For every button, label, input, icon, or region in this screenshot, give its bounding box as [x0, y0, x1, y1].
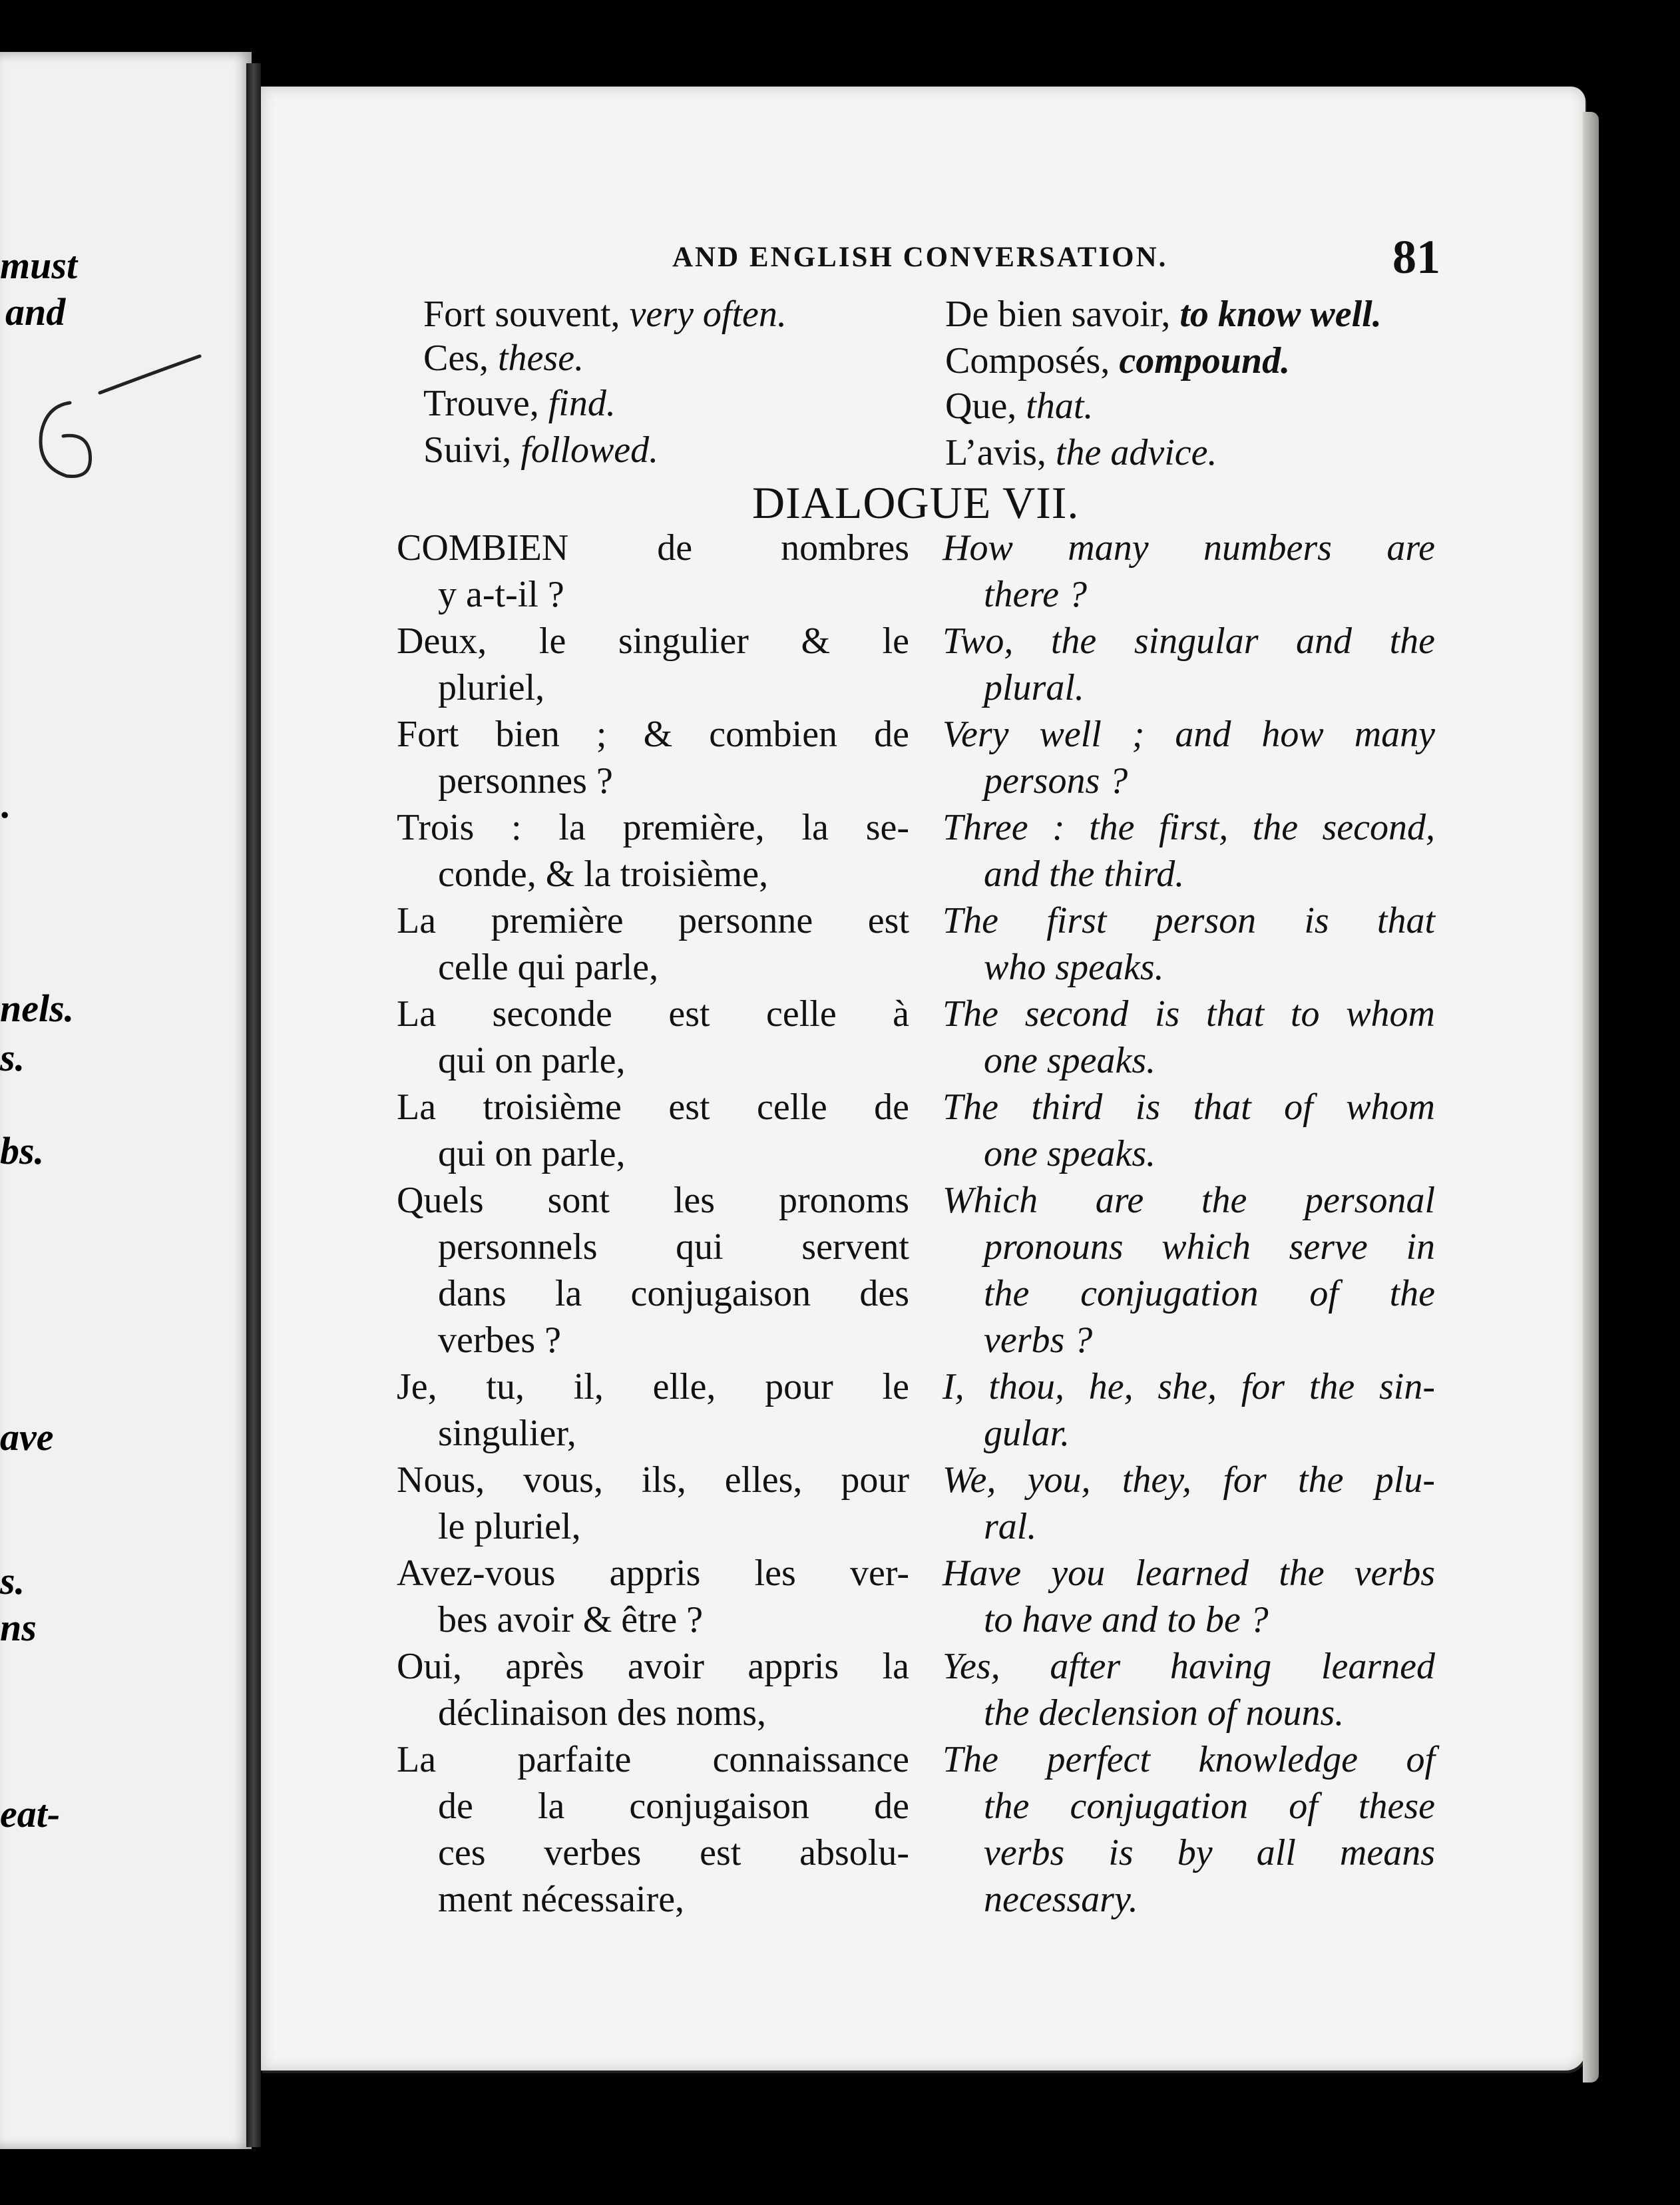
text-line: Avez-vous appris les ver- [397, 1553, 909, 1594]
english-text [943, 991, 1435, 1084]
text-line: COMBIEN de nombres [397, 527, 909, 569]
vocab-english: very often. [629, 294, 787, 335]
text-line: to have and to be ? [984, 1599, 1269, 1640]
text-line: Nous, vous, ils, elles, pour [397, 1459, 909, 1501]
text-line: How many numbers are [943, 527, 1435, 569]
french-text [397, 1457, 909, 1550]
vocab-french: Que, [945, 385, 1017, 427]
text-line: qui on parle, [438, 1040, 626, 1081]
english-text [943, 804, 1435, 897]
vocab-french: Suivi, [423, 429, 512, 471]
text-line: ment nécessaire, [438, 1879, 685, 1920]
text-line: bes avoir & être ? [438, 1599, 704, 1640]
text-line: there ? [984, 574, 1087, 615]
text-line: plural. [984, 667, 1084, 708]
text-line: The perfect knowledge of [943, 1739, 1435, 1780]
text-line: pronouns which serve in [984, 1226, 1435, 1268]
left-fragment: and [5, 290, 66, 334]
dialogue-title: DIALOGUE VII. [752, 477, 1080, 528]
english-text [943, 711, 1435, 804]
text-line: the conjugation of these [984, 1786, 1435, 1827]
text-line: The third is that of whom [943, 1087, 1435, 1128]
vocab-entry [423, 382, 616, 425]
text-line: verbs is by all means [984, 1832, 1435, 1873]
english-text [943, 618, 1435, 711]
text-line: Two, the singular and the [943, 620, 1435, 662]
english-text [943, 1736, 1435, 1923]
english-text [943, 1550, 1435, 1643]
vocab-french: L’avis, [945, 432, 1046, 473]
text-line: pluriel, [438, 667, 545, 708]
text-line: le pluriel, [438, 1506, 581, 1547]
text-line: one speaks. [984, 1133, 1156, 1174]
text-line: persons ? [984, 760, 1128, 802]
left-fragment: eat- [0, 1792, 61, 1836]
english-text [943, 1457, 1435, 1550]
text-line: Have you learned the verbs [943, 1553, 1435, 1594]
vocab-french: Fort souvent, [423, 294, 620, 335]
french-text [397, 1177, 909, 1363]
left-fragment: ns [0, 1606, 37, 1649]
text-line: déclinaison des noms, [438, 1692, 767, 1734]
left-fragment: ave [0, 1415, 54, 1459]
text-line: verbes ? [438, 1320, 562, 1361]
french-text [397, 1736, 909, 1923]
text-line: Which are the personal [943, 1180, 1435, 1221]
text-line: necessary. [984, 1879, 1138, 1920]
english-text [943, 525, 1435, 618]
text-line: gular. [984, 1413, 1070, 1454]
vocab-english: the advice. [1055, 432, 1217, 473]
vocab-entry [945, 340, 1290, 382]
english-text [943, 1363, 1435, 1457]
text-line: Oui, après avoir appris la [397, 1646, 909, 1687]
text-line: qui on parle, [438, 1133, 626, 1174]
french-text [397, 1550, 909, 1643]
vocab-entry [423, 337, 584, 379]
vocab-entry [945, 293, 1382, 336]
text-line: y a-t-il ? [438, 574, 564, 615]
vocab-english: to know well. [1179, 294, 1382, 335]
vocab-entry [423, 429, 658, 471]
text-line: We, you, they, for the plu- [943, 1459, 1435, 1501]
vocab-english: these. [498, 338, 584, 379]
text-line: celle qui parle, [438, 947, 659, 988]
text-line: singulier, [438, 1413, 576, 1454]
running-head: AND ENGLISH CONVERSATION. [672, 242, 1168, 273]
english-text [943, 897, 1435, 991]
french-text [397, 804, 909, 897]
vocab-english: compound. [1119, 340, 1291, 381]
vocab-english: that. [1026, 385, 1094, 427]
text-line: ral. [984, 1506, 1037, 1547]
french-text [397, 1643, 909, 1736]
text-line: La troisième est celle de [397, 1087, 909, 1128]
text-line: personnels qui servent [438, 1226, 909, 1268]
english-text [943, 1084, 1435, 1177]
text-line: de la conjugaison de [438, 1786, 909, 1827]
text-line: and the third. [984, 854, 1185, 895]
text-line: I, thou, he, she, for the sin- [943, 1366, 1435, 1407]
french-text [397, 525, 909, 618]
left-fragment: s. [0, 1559, 25, 1602]
vocab-entry [945, 431, 1217, 474]
text-line: verbs ? [984, 1320, 1093, 1361]
french-text [397, 711, 909, 804]
vocab-entry [423, 293, 787, 336]
text-line: Fort bien ; & combien de [397, 714, 909, 755]
french-text [397, 618, 909, 711]
vocab-entry [945, 385, 1093, 427]
page-number: 81 [1392, 230, 1440, 284]
text-line: personnes ? [438, 760, 613, 802]
vocab-french: De bien savoir, [945, 294, 1171, 335]
english-text [943, 1177, 1435, 1363]
vocab-english: followed. [521, 429, 659, 471]
text-line: Three : the first, the second, [943, 807, 1435, 848]
text-line: La seconde est celle à [397, 993, 909, 1035]
vocab-french: Trouve, [423, 383, 539, 424]
english-text [943, 1643, 1435, 1736]
left-fragment: bs. [0, 1129, 45, 1172]
french-text [397, 897, 909, 991]
left-fragment: . [1, 783, 11, 826]
vocab-french: Composés, [945, 340, 1110, 381]
text-line: The second is that to whom [943, 993, 1435, 1035]
text-line: La première personne est [397, 900, 909, 941]
left-fragment: s. [0, 1036, 25, 1079]
text-line: one speaks. [984, 1040, 1156, 1081]
text-line: dans la conjugaison des [438, 1273, 909, 1314]
french-text [397, 1363, 909, 1457]
text-line: La parfaite connaissance [397, 1739, 909, 1780]
pencil-scribble [0, 0, 253, 506]
text-line: who speaks. [984, 947, 1164, 988]
vocab-french: Ces, [423, 338, 489, 379]
text-line: the declension of nouns. [984, 1692, 1345, 1734]
text-line: The first person is that [943, 900, 1435, 941]
left-fragment: must [0, 244, 78, 287]
text-line: Quels sont les pronoms [397, 1180, 909, 1221]
text-line: Yes, after having learned [943, 1646, 1435, 1687]
french-text [397, 991, 909, 1084]
text-line: Je, tu, il, elle, pour le [397, 1366, 909, 1407]
vocab-english: find. [548, 383, 616, 424]
text-line: Deux, le singulier & le [397, 620, 909, 662]
text-line: the conjugation of the [984, 1273, 1435, 1314]
text-line: Trois : la première, la se- [397, 807, 909, 848]
page-edge [1583, 112, 1599, 2082]
left-fragment: nels. [0, 987, 75, 1030]
text-line: conde, & la troisième, [438, 854, 769, 895]
french-text [397, 1084, 909, 1177]
text-line: Very well ; and how many [943, 714, 1435, 755]
text-line: ces verbes est absolu- [438, 1832, 909, 1873]
